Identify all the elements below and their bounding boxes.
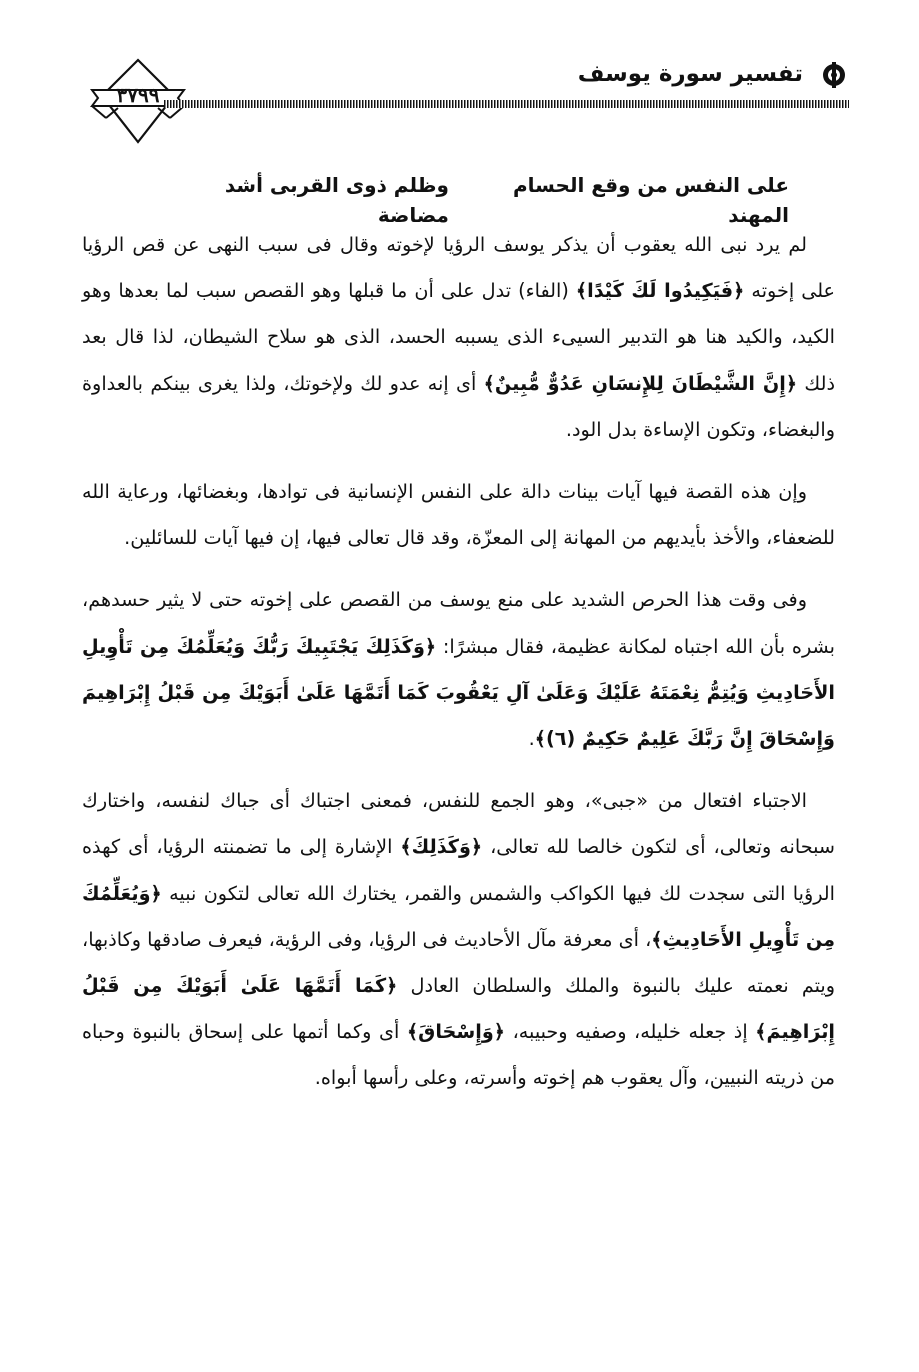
quran-quote: ﴿وَكَذَلِكَ﴾ (400, 835, 483, 859)
quran-quote: ﴿فَيَكِيدُوا لَكَ كَيْدًا﴾ (575, 279, 745, 303)
header-rule (164, 100, 849, 108)
page-header (80, 48, 849, 144)
paragraph-text: إذ جعله خليله، وصفيه وحبيبه، (504, 1020, 756, 1044)
quran-quote: ﴿إِنَّ الشَّيْطَانَ لِلإِنسَانِ عَدُوٌّ مُّبِينٌ﴾ (483, 371, 798, 395)
paragraph (82, 577, 835, 762)
quran-quote: ﴿وَإِسْحَاقَ﴾ (406, 1020, 505, 1044)
paragraph-text: وإن هذه القصة فيها آيات بينات دالة على النفس الإنسانية فى توادها، وبغضائها، ورعاية الله للضعفاء، والأخذ بأيديهم من المهانة إلى المعزّة، وقد قال تعالى فيها، إن فيها آيات للسائلين. (82, 480, 835, 550)
page-number: ٣٧٩٩ (116, 83, 160, 107)
paragraph-text: الاجتباء افتعال من «جبى»، وهو الجمع للنفس، فمعنى اجتباك أى جباك لنفسه، واختارك سبحانه وتعالى، أى لتكون خالصا لله تعالى، (82, 789, 835, 859)
paragraph-text: ، أى معرفة مآل الأحاديث فى الرؤيا، وفى الرؤية، فيعرف صادقها وكاذبها، ويتم نعمته عليك بالنبوة والملك والسلطان العادل (82, 927, 835, 998)
paragraph (82, 778, 835, 1101)
paragraph-text: أى وكما أتمها على إسحاق بالنبوة وحباه من ذريته النبيين، وآل يعقوب هم إخوته وأسرته، وعلى رأسها أبواه. (82, 1020, 835, 1090)
verse-second-hemistich: على النفس من وقع الحسام المهند (513, 173, 789, 227)
poetry-verse (150, 170, 789, 230)
paragraph-text: أى إنه عدو لك ولإخوتك، ولذا يغرى بينكم بالعداوة والبغضاء، وتكون الإساءة بدل الود. (82, 371, 835, 441)
paragraph (82, 469, 835, 561)
body-text (82, 222, 835, 1118)
ornament-icon (819, 62, 849, 88)
running-title: تفسير سورة يوسف (577, 61, 803, 87)
quran-quote: ﴿وَكَذَلِكَ يَجْتَبِيكَ رَبُّكَ وَيُعَلِّمُكَ مِن تَأْوِيلِ الأَحَادِيثِ وَيُتِمُّ نِعْمَتَهُ عَلَيْكَ وَعَلَىٰ آلِ يَعْقُوبَ كَمَا أَتَمَّهَا عَلَىٰ أَبَوَيْكَ مِن قَبْلُ إِبْرَاهِيمَ وَإِسْحَاقَ إِنَّ رَبَّكَ عَلِيمٌ حَكِيمٌ (٦)﴾ (82, 634, 835, 751)
paragraph-text: لم يرد نبى الله يعقوب أن يذكر يوسف الرؤيا لإخوته وقال فى سبب النهى عن قص الرؤيا على إخوته (82, 233, 836, 303)
verse-first-hemistich: وظلم ذوى القربى أشد مضاضة (224, 173, 449, 227)
paragraph-text: وفى وقت هذا الحرص الشديد على منع يوسف من القصص على إخوته حتى لا يثير حسدهم، بشره بأن الله اجتباه لمكانة عظيمة، فقال مبشرًا: (82, 588, 835, 658)
paragraph-text: (الفاء) تدل على أن ما قبلها وهو القصص سبب لما بعدها وهو الكيد، والكيد هنا هو التدبير السيىء الذى يسببه الحسد، الذى هو سلاح الشيطان، لذا قال بعد ذلك (82, 279, 835, 395)
quran-quote: ﴿كَمَا أَتَمَّهَا عَلَىٰ أَبَوَيْكَ مِن قَبْلُ إِبْرَاهِيمَ﴾ (82, 974, 835, 1044)
paragraph (82, 222, 835, 453)
quran-quote: ﴿وَيُعَلِّمُكَ مِن تَأْوِيلِ الأَحَادِيثِ﴾ (82, 881, 835, 951)
paragraph-text: . (528, 727, 535, 751)
paragraph-text: الإشارة إلى ما تضمنته الرؤيا، أى كهذه الرؤيا التى سجدت لك فيها الكواكب والشمس والقمر، يختارك الله تعالى لتكون نبيه (82, 835, 835, 905)
